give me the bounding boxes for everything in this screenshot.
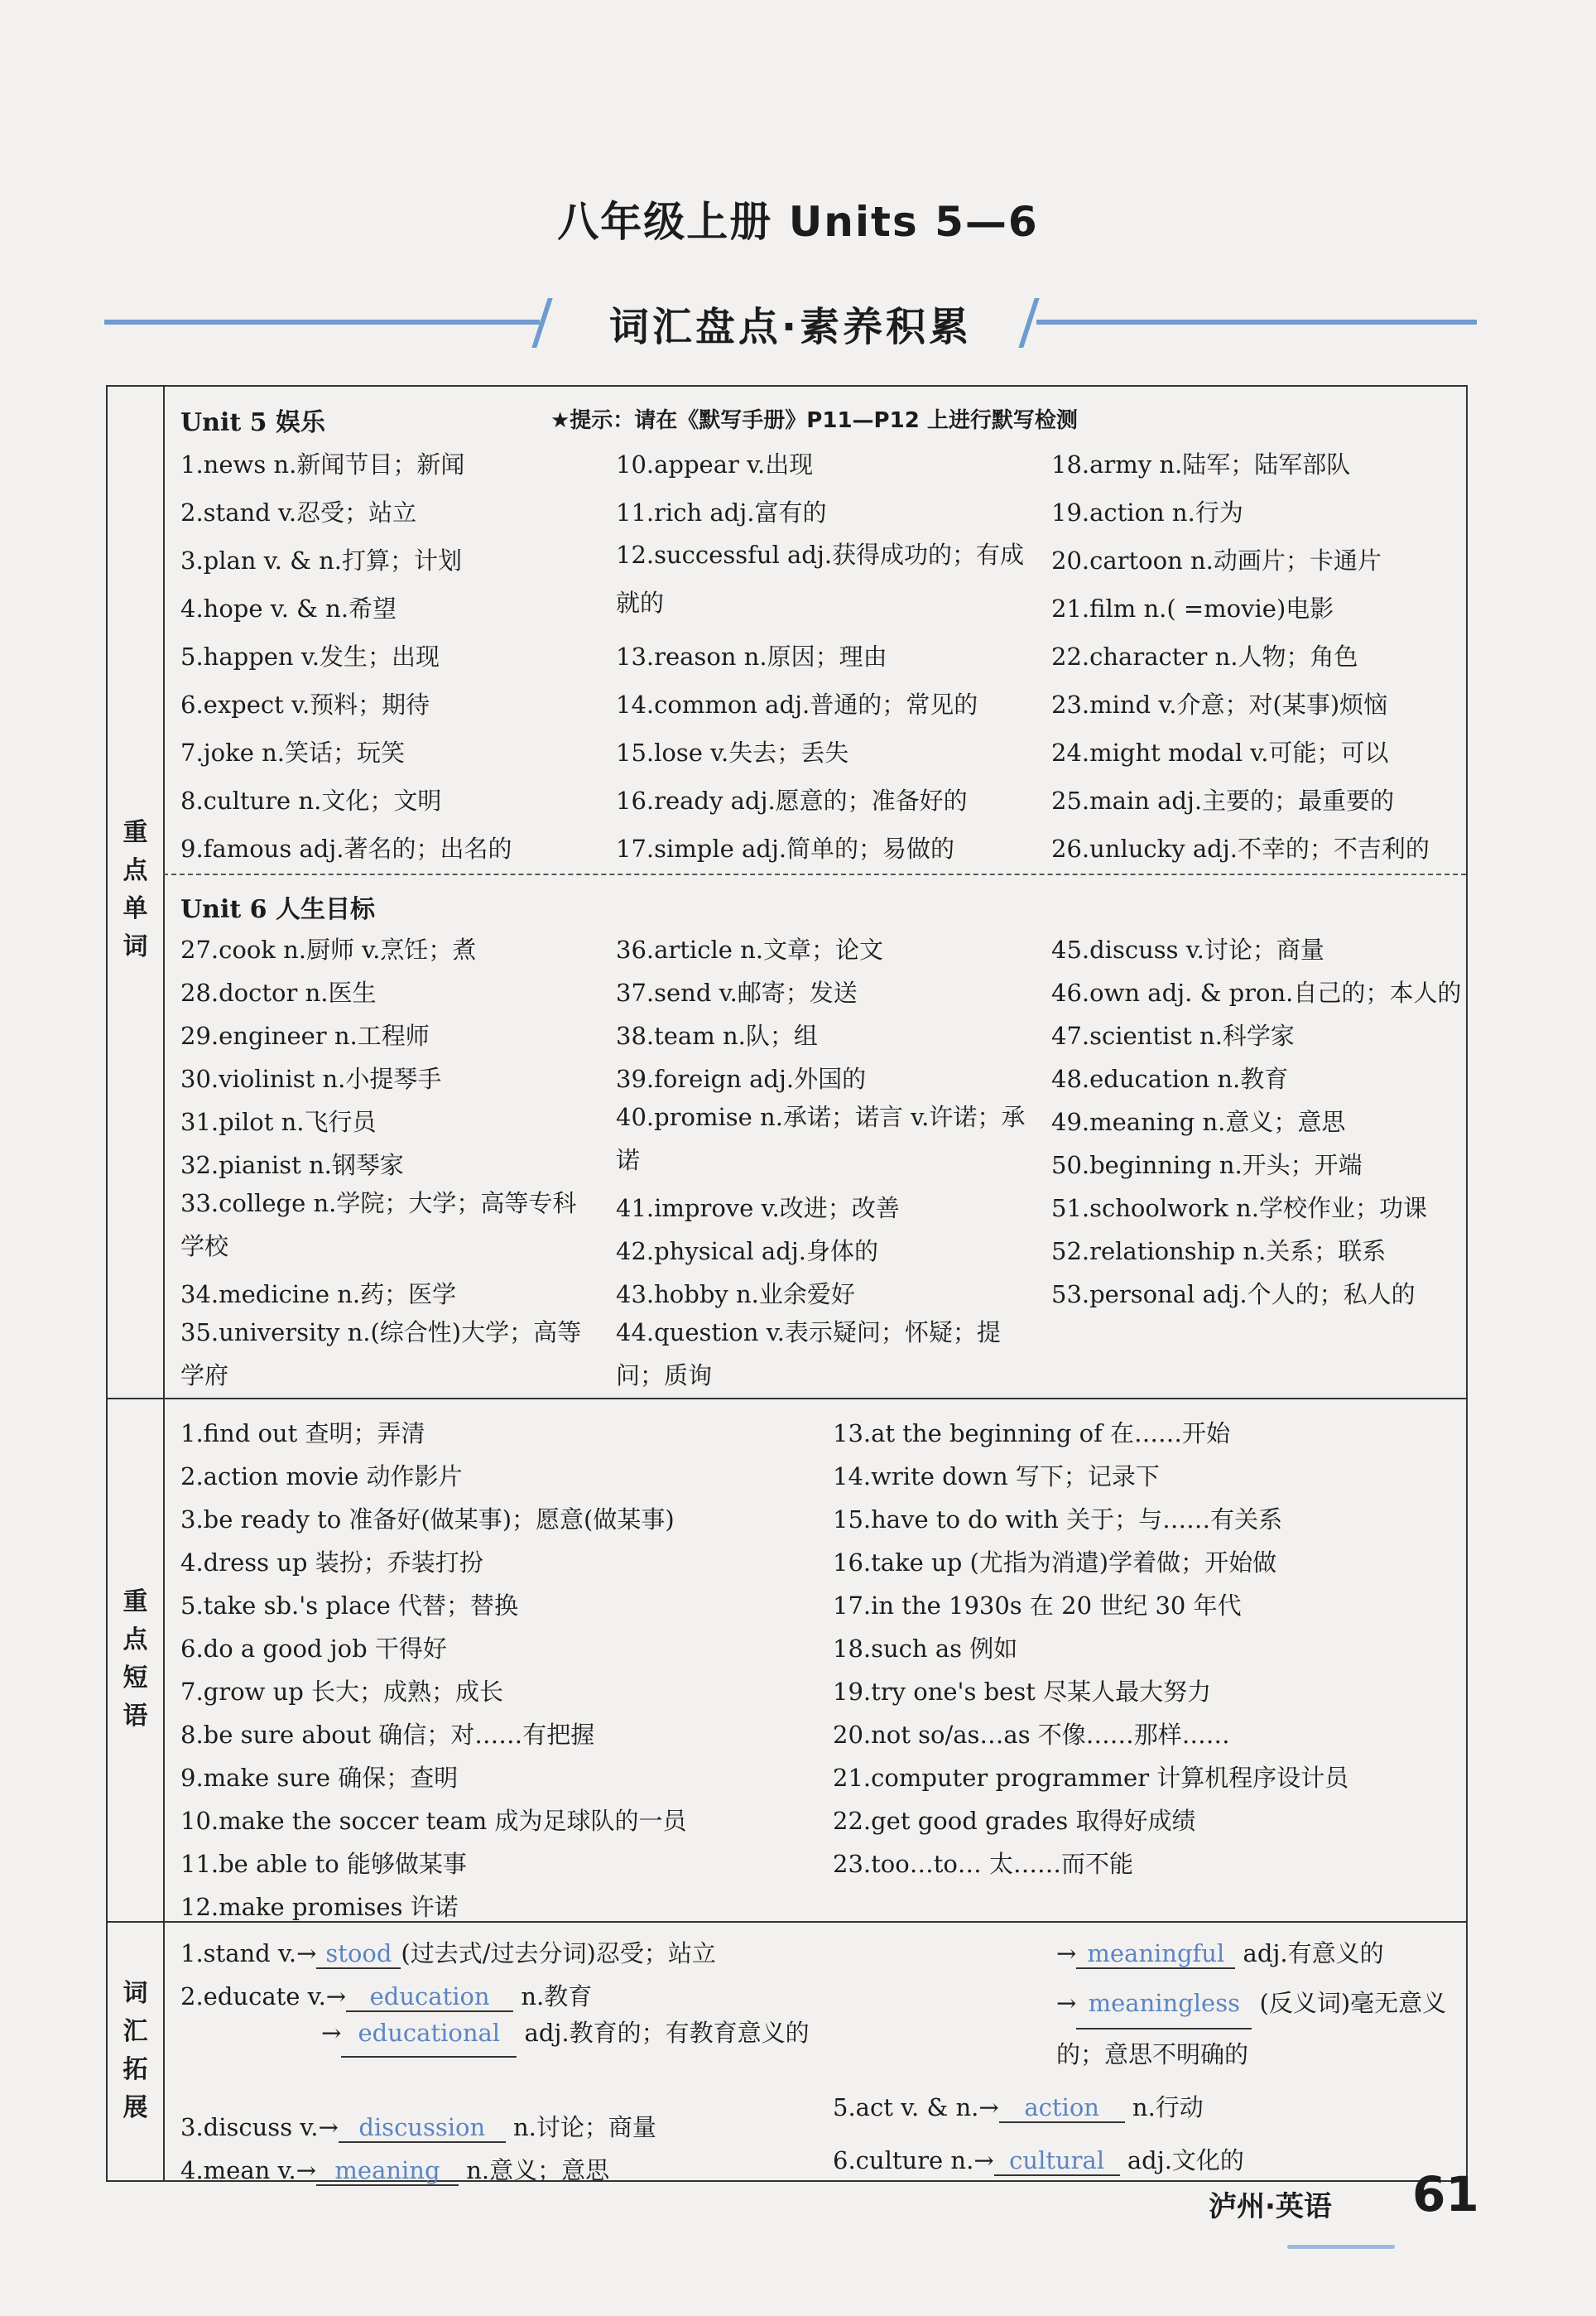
expansion-item: → meaningless (反义词)毫无意义的；意思不明确的 xyxy=(1056,1978,1462,2079)
answer-blank: stood xyxy=(316,1939,401,1969)
word-item: 8.culture n.文化；文明 xyxy=(180,787,442,815)
word-item: 37.send v.邮寄；发送 xyxy=(616,979,858,1007)
word-item: 28.doctor n.医生 xyxy=(180,979,377,1007)
word-item: 14.common adj.普通的；常见的 xyxy=(616,691,978,719)
expansion-item: 1.stand v.→ stood (过去式/过去分词)忍受；站立 xyxy=(180,1939,716,1967)
word-item: 38.team n.队；组 xyxy=(616,1022,818,1050)
phrase-item: 23.too…to… 太……而不能 xyxy=(833,1850,1134,1878)
word-item: 15.lose v.失去；丢失 xyxy=(616,739,849,767)
unit5-title: Unit 5 娱乐 xyxy=(180,408,325,437)
phrase-item: 21.computer programmer 计算机程序设计员 xyxy=(833,1764,1349,1792)
footer-region-subject: 泸州·英语 xyxy=(1209,2190,1332,2223)
phrase-item: 7.grow up 长大；成熟；成长 xyxy=(180,1678,504,1706)
word-item: 44.question v.表示疑问；怀疑；提问；质询 xyxy=(616,1318,1001,1389)
phrase-item: 2.action movie 动作影片 xyxy=(180,1462,463,1490)
vocabulary-expansion-label: 词 汇 拓 展 xyxy=(123,1979,148,2122)
expansion-item: 3.discuss v.→ discussion n.讨论；商量 xyxy=(180,2113,656,2141)
section-divider-phrases xyxy=(108,1398,1466,1399)
phrase-item: 11.be able to 能够做某事 xyxy=(180,1850,467,1878)
page-title: 八年级上册 Units 5—6 xyxy=(557,198,1039,246)
word-item: 16.ready adj.愿意的；准备好的 xyxy=(616,787,968,815)
word-item: 22.character n.人物；角色 xyxy=(1051,643,1358,671)
word-item: 48.education n.教育 xyxy=(1051,1065,1289,1093)
word-item: 21.film n.( =movie)电影 xyxy=(1051,595,1334,623)
word-item: 34.medicine n.药；医学 xyxy=(180,1280,457,1308)
word-item: 30.violinist n.小提琴手 xyxy=(180,1065,442,1093)
phrase-item: 19.try one's best 尽某人最大努力 xyxy=(833,1678,1212,1706)
word-item: 3.plan v. & n.打算；计划 xyxy=(180,546,462,575)
unit6-title: Unit 6 人生目标 xyxy=(180,895,375,924)
answer-blank: action xyxy=(999,2093,1125,2123)
word-item: 43.hobby n.业余爱好 xyxy=(616,1280,855,1308)
phrase-item: 10.make the soccer team 成为足球队的一员 xyxy=(180,1807,687,1835)
phrase-item: 1.find out 查明；弄清 xyxy=(180,1419,425,1447)
word-item: 20.cartoon n.动画片；卡通片 xyxy=(1051,546,1382,575)
expansion-item: 2.educate v.→ education n.教育 xyxy=(180,1982,593,2010)
phrase-item: 22.get good grades 取得好成绩 xyxy=(833,1807,1196,1835)
answer-blank: meaningful xyxy=(1076,1939,1235,1969)
phrase-item: 6.do a good job 干得好 xyxy=(180,1635,447,1663)
phrase-item: 17.in the 1930s 在 20 世纪 30 年代 xyxy=(833,1591,1242,1620)
phrase-item: 16.take up (尤指为消遣)学着做；开始做 xyxy=(833,1548,1277,1577)
word-item: 36.article n.文章；论文 xyxy=(616,936,883,964)
word-item: 40.promise n.承诺；诺言 v.许诺；承诺 xyxy=(616,1103,1026,1174)
answer-blank: education xyxy=(346,1982,513,2012)
page-number: 61 xyxy=(1412,2166,1479,2222)
word-item: 50.beginning n.开头；开端 xyxy=(1051,1151,1363,1179)
word-item: 1.news n.新闻节目；新闻 xyxy=(180,450,465,479)
phrase-item: 5.take sb.'s place 代替；替换 xyxy=(180,1591,519,1620)
banner-line-left xyxy=(104,320,540,325)
word-item: 33.college n.学院；大学；高等专科学校 xyxy=(180,1189,577,1260)
word-item: 5.happen v.发生；出现 xyxy=(180,643,440,671)
phrase-item: 18.such as 例如 xyxy=(833,1635,1018,1663)
phrase-item: 9.make sure 确保；查明 xyxy=(180,1764,459,1792)
word-item: 10.appear v.出现 xyxy=(616,450,814,479)
word-item: 49.meaning n.意义；意思 xyxy=(1051,1108,1346,1136)
word-item: 27.cook n.厨师 v.烹饪；煮 xyxy=(180,936,477,964)
expansion-item: → meaningful adj.有意义的 xyxy=(1056,1939,1384,1967)
label-column-divider xyxy=(163,387,165,2180)
phrase-item: 14.write down 写下；记录下 xyxy=(833,1462,1160,1490)
vocabulary-table xyxy=(106,385,1468,2182)
expansion-item: 6.culture n.→ cultural adj.文化的 xyxy=(833,2146,1244,2174)
banner-line-right xyxy=(1036,320,1477,325)
word-item: 25.main adj.主要的；最重要的 xyxy=(1051,787,1395,815)
unit-divider xyxy=(163,874,1466,875)
word-item: 29.engineer n.工程师 xyxy=(180,1022,430,1050)
expansion-item: 4.mean v.→ meaning n.意义；意思 xyxy=(180,2156,610,2184)
dictation-hint: ★提示：请在《默写手册》P11—P12 上进行默写检测 xyxy=(550,408,1078,433)
phrase-item: 12.make promises 许诺 xyxy=(180,1893,459,1921)
word-item: 17.simple adj.简单的；易做的 xyxy=(616,835,955,863)
phrase-item: 8.be sure about 确信；对……有把握 xyxy=(180,1721,595,1749)
word-item: 46.own adj. & pron.自己的；本人的 xyxy=(1051,979,1462,1007)
word-item: 32.pianist n.钢琴家 xyxy=(180,1151,404,1179)
word-item: 23.mind v.介意；对(某事)烦恼 xyxy=(1051,691,1388,719)
phrase-item: 3.be ready to 准备好(做某事)；愿意(做某事) xyxy=(180,1505,675,1534)
word-item: 11.rich adj.富有的 xyxy=(616,498,827,527)
answer-blank: meaningless xyxy=(1076,1978,1252,2030)
answer-blank: meaning xyxy=(316,2156,459,2186)
word-item: 24.might modal v.可能；可以 xyxy=(1051,739,1389,767)
word-item: 45.discuss v.讨论；商量 xyxy=(1051,936,1324,964)
word-item: 19.action n.行为 xyxy=(1051,498,1243,527)
word-item: 18.army n.陆军；陆军部队 xyxy=(1051,450,1351,479)
word-item: 13.reason n.原因；理由 xyxy=(616,643,887,671)
phrase-item: 4.dress up 装扮；乔装打扮 xyxy=(180,1548,483,1577)
answer-blank: cultural xyxy=(994,2146,1120,2176)
word-item: 2.stand v.忍受；站立 xyxy=(180,498,417,527)
word-item: 12.successful adj.获得成功的；有成就的 xyxy=(616,541,1025,617)
expansion-item: → educational adj.教育的；有教育意义的 xyxy=(180,2010,810,2058)
word-item: 42.physical adj.身体的 xyxy=(616,1237,878,1265)
word-item: 9.famous adj.著名的；出名的 xyxy=(180,835,512,863)
word-item: 31.pilot n.飞行员 xyxy=(180,1108,377,1136)
footer-swoosh xyxy=(1287,2245,1395,2249)
word-item: 6.expect v.预料；期待 xyxy=(180,691,430,719)
key-words-label: 重 点 单 词 xyxy=(123,818,148,961)
phrase-item: 13.at the beginning of 在……开始 xyxy=(833,1419,1231,1447)
word-item: 4.hope v. & n.希望 xyxy=(180,595,397,623)
key-phrases-label: 重 点 短 语 xyxy=(123,1587,148,1731)
answer-blank: educational xyxy=(341,2010,517,2058)
phrase-item: 20.not so/as…as 不像……那样…… xyxy=(833,1721,1230,1749)
section-banner-title: 词汇盘点·素养积累 xyxy=(608,304,973,350)
word-item: 39.foreign adj.外国的 xyxy=(616,1065,867,1093)
word-item: 52.relationship n.关系；联系 xyxy=(1051,1237,1387,1265)
word-item: 53.personal adj.个人的；私人的 xyxy=(1051,1280,1416,1308)
word-item: 41.improve v.改进；改善 xyxy=(616,1194,900,1222)
expansion-item: 5.act v. & n.→ action n.行动 xyxy=(833,2093,1204,2121)
word-item: 7.joke n.笑话；玩笑 xyxy=(180,739,405,767)
word-item: 51.schoolwork n.学校作业；功课 xyxy=(1051,1194,1427,1222)
phrase-item: 15.have to do with 关于；与……有关系 xyxy=(833,1505,1283,1534)
word-item: 47.scientist n.科学家 xyxy=(1051,1022,1295,1050)
answer-blank: discussion xyxy=(339,2113,506,2143)
word-item: 26.unlucky adj.不幸的；不吉利的 xyxy=(1051,835,1430,863)
word-item: 35.university n.(综合性)大学；高等学府 xyxy=(180,1318,582,1389)
